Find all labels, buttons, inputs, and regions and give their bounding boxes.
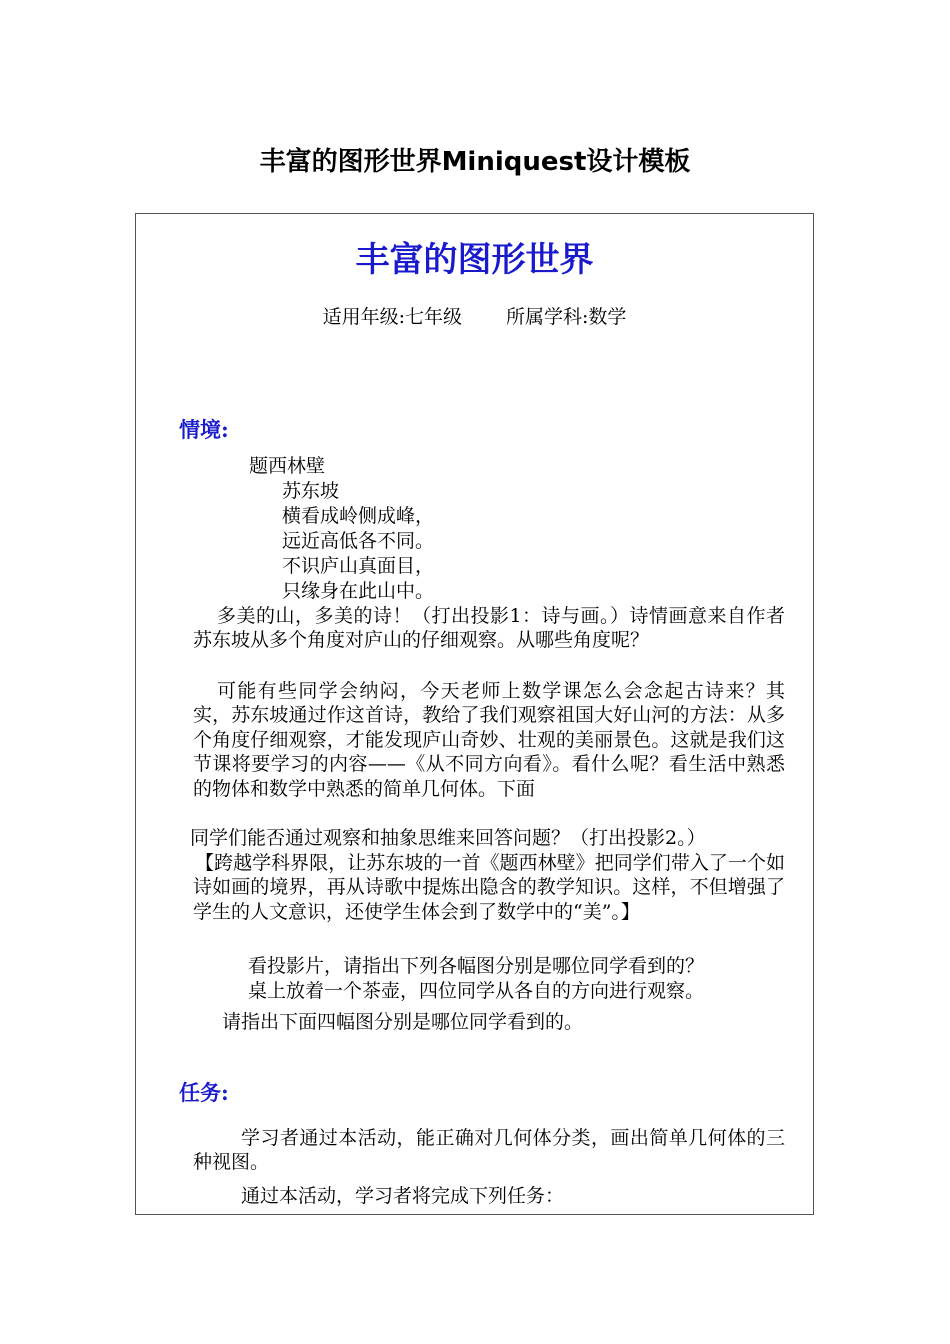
poem-line: 横看成岭侧成峰， xyxy=(282,505,435,527)
scenario-line: 桌上放着一个茶壶，四位同学从各自的方向进行观察。 xyxy=(248,980,705,1002)
card-meta xyxy=(136,302,813,332)
poem-title: 题西林壁 xyxy=(249,455,326,477)
scenario-heading: 情境: xyxy=(179,417,229,442)
scenario-line: 看投影片，请指出下列各幅图分别是哪位同学看到的？ xyxy=(248,955,705,977)
subject-label: 所属学科:数学 xyxy=(506,306,627,328)
scenario-line: 请指出下面四幅图分别是哪位同学看到的。 xyxy=(222,1011,584,1033)
scenario-paragraph: 多美的山，多美的诗！（打出投影1：诗与画。）诗情画意来自作者苏东坡从多个角度对庐山的仔细观察。从哪些角度呢？ xyxy=(193,605,785,652)
poem-author: 苏东坡 xyxy=(282,480,340,502)
task-line: 通过本活动，学习者将完成下列任务： xyxy=(241,1185,565,1207)
poem-line: 只缘身在此山中。 xyxy=(282,580,435,602)
task-paragraph: 学习者通过本活动，能正确对几何体分类，画出简单几何体的三种视图。 xyxy=(193,1127,785,1174)
teaching-note: 【跨越学科界限，让苏东坡的一首《题西林壁》把同学们带入了一个如诗如画的境界，再从诗歌中提炼出隐含的教学知识。这样，不但增强了学生的人文意识，还使学生体会到了数学中的“美”。】 xyxy=(193,852,785,923)
task-heading: 任务: xyxy=(179,1080,229,1105)
scenario-paragraph: 可能有些同学会纳闷，今天老师上数学课怎么会念起古诗来？其实，苏东坡通过作这首诗，教给了我们观察祖国大好山河的方法：从多个角度仔细观察，才能发现庐山奇妙、壮观的美丽景色。这就是我们这节课将要学习的内容——《从不同方向看》。看什么呢？看生活中熟悉的物体和数学中熟悉的简单几何体。下面 xyxy=(193,680,785,800)
grade-label: 适用年级:七年级 xyxy=(322,306,462,328)
card-title: 丰富的图形世界 xyxy=(355,240,594,280)
poem-line: 不识庐山真面目， xyxy=(282,555,435,577)
poem-line: 远近高低各不同。 xyxy=(282,530,435,552)
scenario-paragraph: 同学们能否通过观察和抽象思维来回答问题？（打出投影2。） xyxy=(190,827,706,849)
design-card xyxy=(135,213,814,1215)
document-title: 丰富的图形世界Miniquest设计模板 xyxy=(259,147,691,177)
